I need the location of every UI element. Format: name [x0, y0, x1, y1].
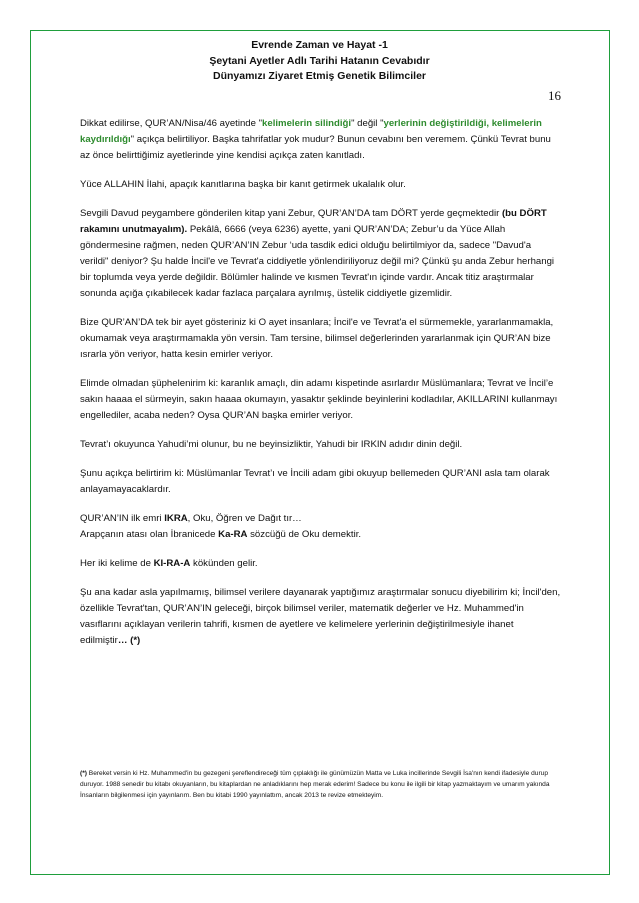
text-span: " değil " [351, 118, 384, 129]
header-subtitle: Şeytani Ayetler Adlı Tarihi Hatanın Cevabıdır [209, 54, 430, 67]
bold-text: (bu DÖRT rakamını unutmayalım). [80, 208, 547, 235]
text-span: Her iki kelime de [80, 558, 154, 569]
text-span: Dikkat edilirse, QUR’AN/Nisa/46 ayetinde " [80, 118, 263, 129]
bold-text: KI-RA-A [153, 558, 191, 569]
text-span: Sevgili Davud peygambere gönderilen kitap yani Zebur, QUR’AN’DA tam DÖRT yerde geçmektedir [80, 208, 502, 219]
paragraph: Yüce ALLAHIN İlahi, apaçık kanıtlarına başka bir kanıt getirmek ukalalık olur. [80, 179, 406, 190]
text-span: Arapçanın atası olan İbranicede [80, 529, 219, 540]
text-span: sözcüğü de Oku demektir. [247, 529, 362, 540]
text-span: Şu ana kadar asla yapılmamış, bilimsel verilere dayanarak yaptığımız araştırmalar sonucu diyebilirim ki; İncil'den, özellikle Tevrat'tan, QUR’AN’IN geleceği, birçok bilimsel veriler, matematik değerler ve Hz. Muhammed'in vasıflarını açıklayan verilerin tahrifi, kısmen de ayetlere ve kelimelere yerlerinin değiştirilmesiyle ihanet edilmiştir [80, 587, 561, 646]
paragraph [80, 556, 562, 572]
footnote [80, 768, 562, 801]
paragraph: Bize QUR’AN’DA tek bir ayet gösteriniz ki O ayet insanlara; İncil'e ve Tevrat'a el sürmemekle, yararlanmamakla, okumamak veya araştırmamakla yön versin. Tam tersine, bilimsel değerlerinden yararlanmak için QUR’AN bize ısrarla yön veriyor, hatta kesin emirler veriyor. [80, 317, 554, 360]
text-span: , Oku, Öğren ve Dağıt tır… [187, 513, 302, 524]
paragraph: Şunu açıkça belirtirim ki: Müslümanlar Tevrat’ı ve İncili adam gibi okuyup bellemeden QUR’ANI asla tam olarak anlayamayacaklardır. [80, 468, 550, 495]
text-span: Pekâlâ, 6666 (veya 6236) ayette, yani QUR’AN’DA; Zebur’u da Yüce Allah göndermesine rağmen, neden QUR’AN’IN Zebur ‘uda tasdik edici olduğu belirtilmiyor da, sadece "Davud'a verildi" deniyor? Şu halde İncil'e ve Tevrat'a ciddiyetle yönlendiriliyoruz değil mi? Çünkü şu anda Zebur herhangi bir toplumda veya yerde değildir. Bölümler halinde ve kısmen Tevrat'ın içinde vardır. Ancak titiz araştırmalar sonunda açığa çıkabilecek kadar fazlaca parçalara ayrılmış, üstelik ciddiyetle gizemlidir. [80, 224, 555, 299]
footnote-text: Bereket versin ki Hz. Muhammed'in bu gezegeni şereflendireceği tüm çıplaklığı ile günümüzün Matta ve Luka incillerinde Sevgili İsa'nın kendi ifadesiyle durup duruyor. 1988 senedir bu kitabı okuyanların, bu kitaplardan ne anladıklarını hep merak ederim! Sadece bu konu ile ilgili bir kitap yazmaktayım ve umarım yakında İnsanların bilgilenmesi için yayınlarım. Ben bu kitabi 1990 yayınlattım, ancak 2013 te revize etmekteyim. [80, 770, 550, 799]
bold-text: Ka-RA [218, 529, 248, 540]
header-subtitle-2: Dünyamızı Ziyaret Etmiş Genetik Bilimciler [213, 70, 426, 82]
paragraph [80, 511, 562, 543]
footnote-mark: (*) [80, 770, 87, 777]
footnote-reference: … (*) [117, 635, 141, 646]
paragraph: Tevrat’ı okuyunca Yahudi’mi olunur, bu ne beyinsizliktir, Yahudi bir IRKIN adıdır dinin değil. [80, 439, 463, 450]
paragraph [80, 585, 562, 649]
text-span: QUR’AN’IN ilk emri [80, 513, 165, 524]
text-span: kökünden gelir. [190, 558, 258, 569]
highlight-green: kelimelerin silindiği [262, 118, 352, 129]
document-body [80, 116, 562, 662]
page-number: 16 [548, 88, 561, 103]
document-header [0, 38, 639, 85]
text-span: " açıkça belirtiliyor. Başka tahrifatlar yok mudur? Bunun cevabını ben veremem. Çünkü Tevrat bunu az önce belirttiğimiz ayetlerinde yine kendisi açıkça zaten kanıtladı. [80, 134, 551, 161]
header-title: Evrende Zaman ve Hayat -1 [251, 39, 388, 51]
bold-text: IKRA [164, 513, 188, 524]
highlight-green: yerlerinin değiştirildiği, kelimelerin kaydırıldığı [80, 118, 542, 145]
paragraph [80, 116, 562, 164]
paragraph [80, 206, 562, 302]
paragraph: Elimde olmadan şüphelenirim ki: karanlık amaçlı, din adamı kispetinde asırlardır Müslümanlara; Tevrat ve İncil’e sakın haaaa el sürmeyin, sakın haaaa okumayın, yasaktır şeklinde beyinlerini kodladılar, AKILLARINI kullanmayı engellediler, acaba neden? Oysa QUR’AN başka emirler veriyor. [80, 378, 558, 421]
